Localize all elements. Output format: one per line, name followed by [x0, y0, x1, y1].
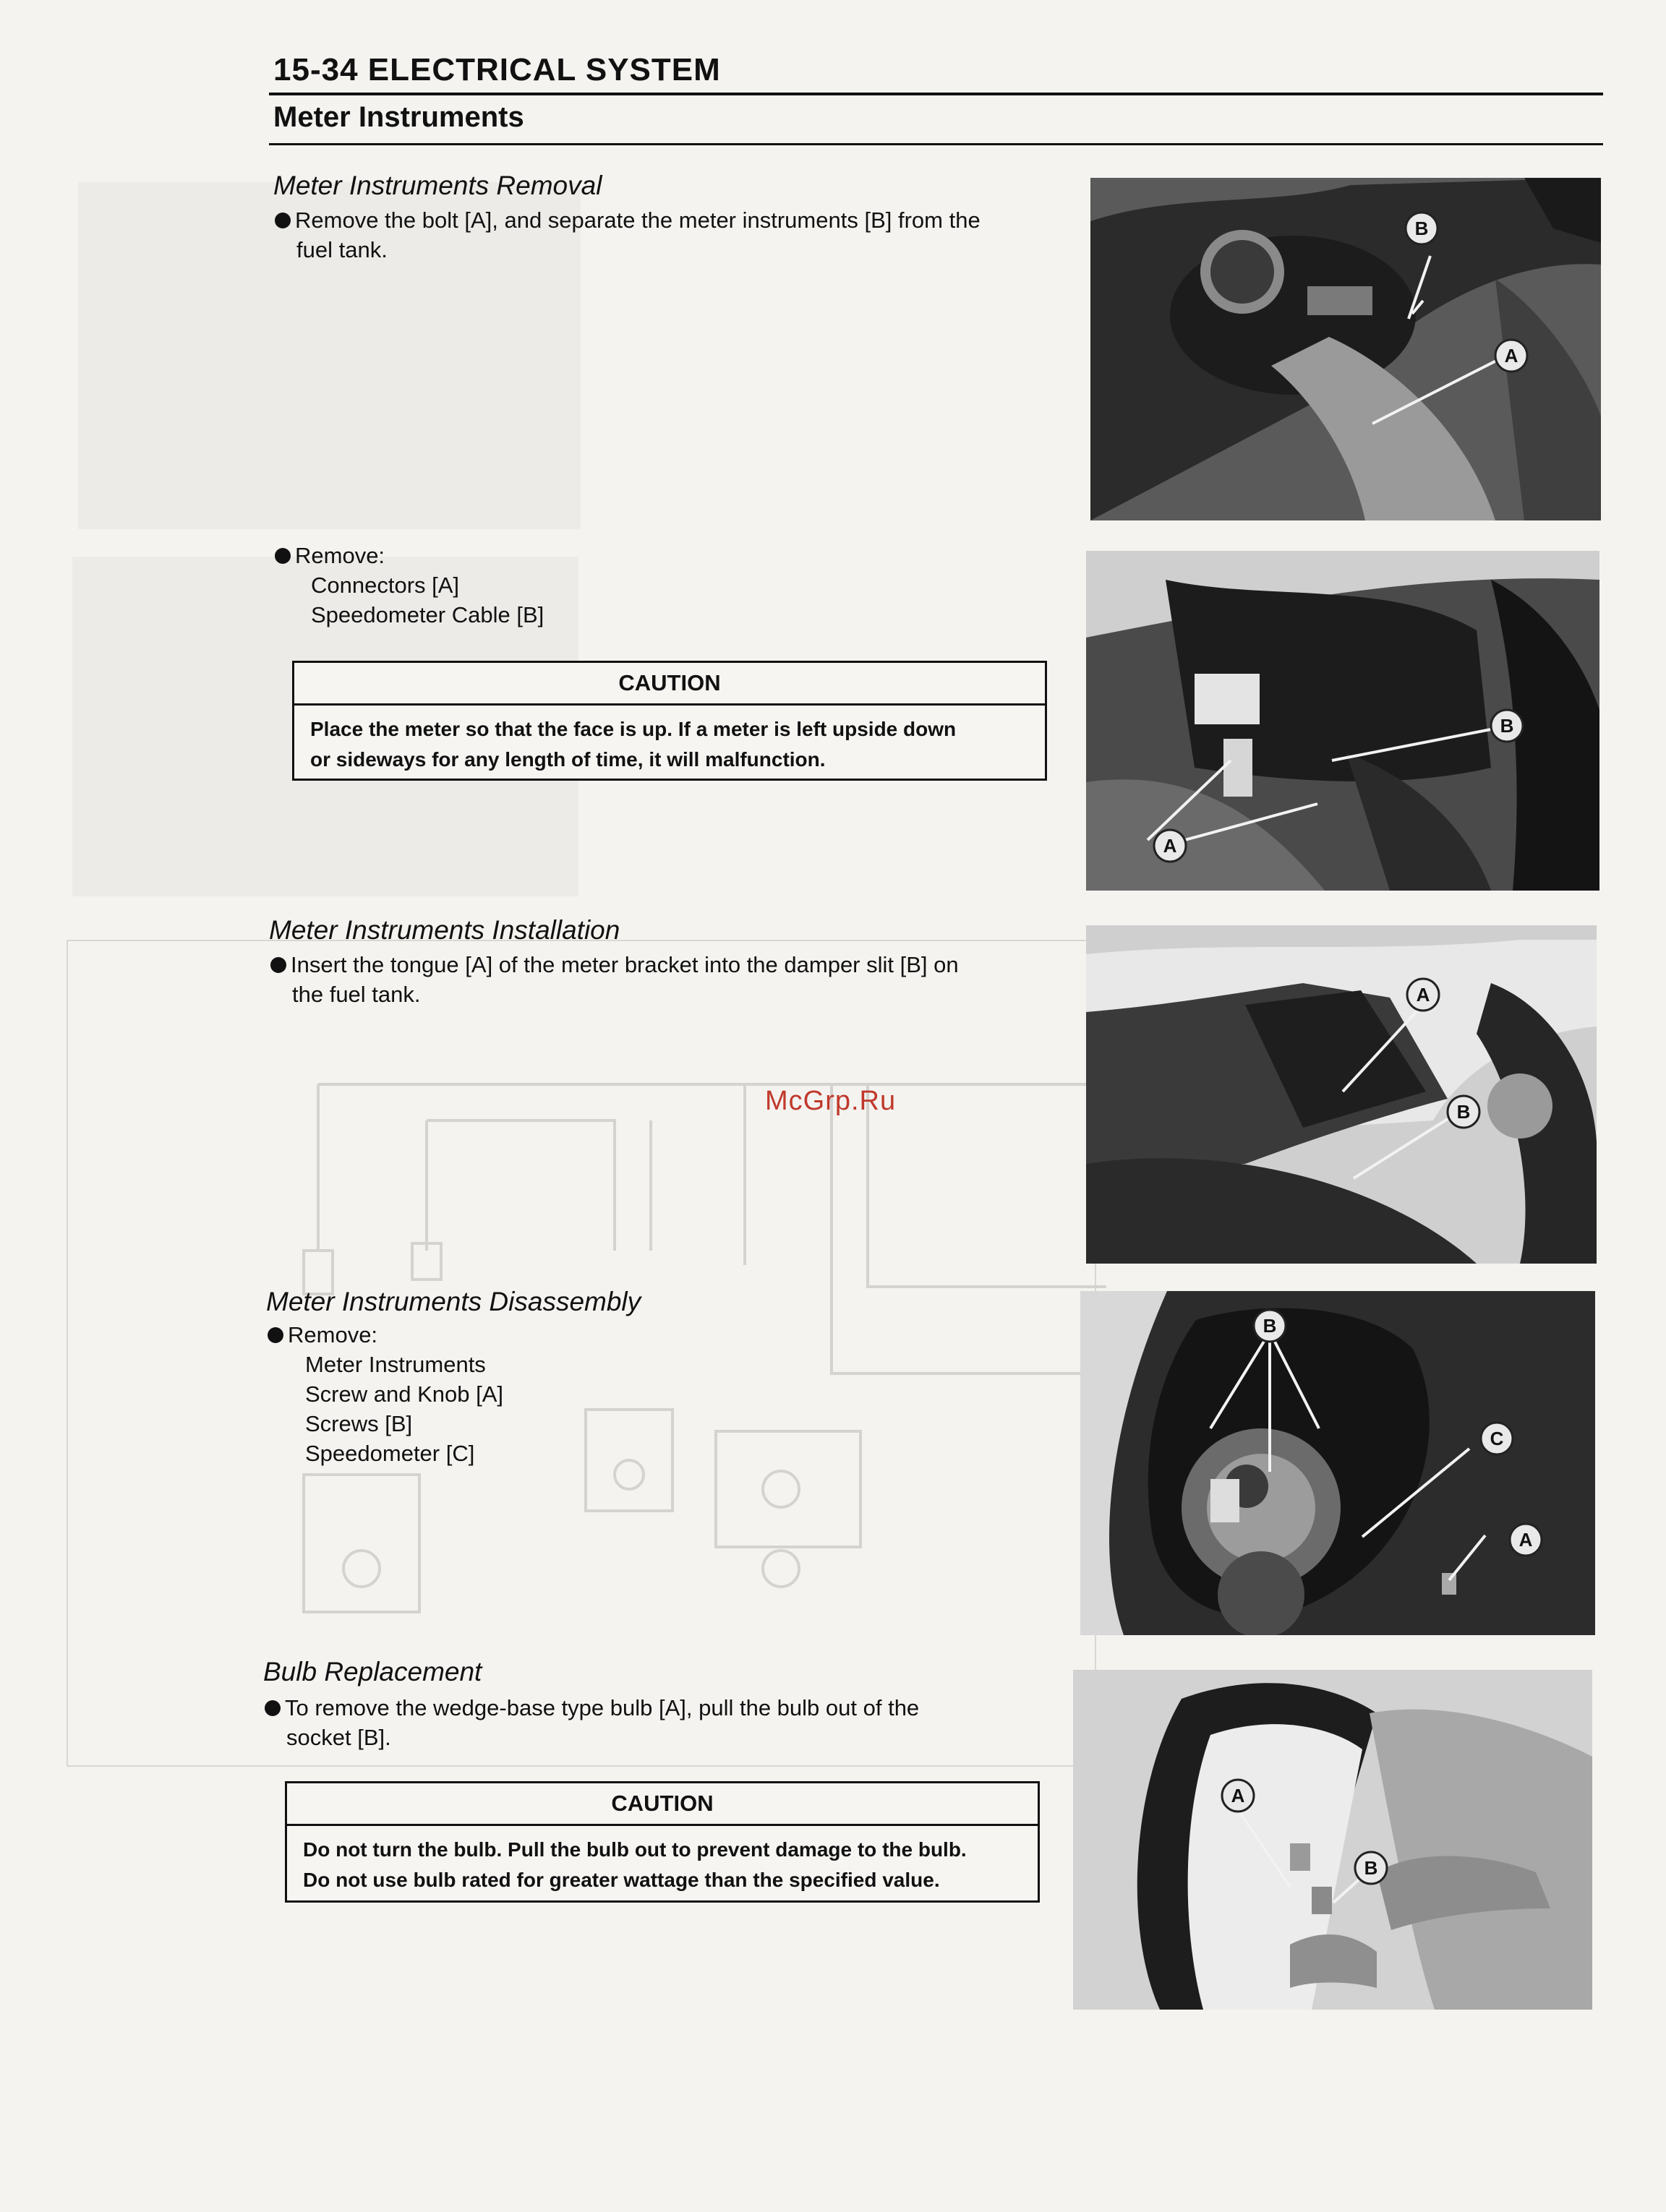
callout-b-label: B: [1414, 218, 1429, 239]
list-item: Speedometer Cable [B]: [311, 602, 544, 627]
bulb-heading: Bulb Replacement: [263, 1657, 482, 1686]
disassembly-heading: Meter Instruments Disassembly: [266, 1287, 641, 1316]
callout-b-label: B: [1500, 715, 1514, 737]
callout-a-label: A: [1231, 1785, 1245, 1806]
bullet-icon: [275, 548, 291, 564]
removal-heading: Meter Instruments Removal: [273, 171, 602, 200]
photo-bulb-replacement: [1073, 1670, 1592, 2010]
removal-step-1: Remove the bolt [A], and separate the meter instruments [B] from the fuel tank.: [275, 205, 981, 265]
caution-title: CAUTION: [287, 1783, 1038, 1826]
list-item: Screw and Knob [A]: [305, 1381, 503, 1407]
photo-meter-on-tank: [1090, 178, 1601, 520]
bulb-step: To remove the wedge-base type bulb [A], pull the bulb out of the socket [B].: [265, 1693, 919, 1752]
bullet-icon: [270, 957, 286, 973]
bullet-icon: [265, 1700, 281, 1716]
installation-step: Insert the tongue [A] of the meter bracket into the damper slit [B] on the fuel tank.: [270, 950, 959, 1009]
callout-a-label: A: [1163, 835, 1177, 857]
photo-meter-disassembly: [1080, 1291, 1595, 1635]
disassembly-step: Remove: Meter Instruments Screw and Knob [A] Screws [B] Speedometer [C]: [268, 1320, 503, 1468]
header-rule: [269, 93, 1603, 95]
list-item: Meter Instruments: [305, 1352, 486, 1377]
callout-a-label: A: [1518, 1529, 1533, 1551]
list-item: Connectors [A]: [311, 573, 460, 598]
bullet-icon: [268, 1327, 283, 1343]
caution-box-meter: CAUTION Place the meter so that the face is up. If a meter is left upside down or sideways for any length of time, it will malfunction.: [292, 661, 1047, 781]
caution-box-bulb: CAUTION Do not turn the bulb. Pull the bulb out to prevent damage to the bulb. Do not use bulb rated for greater wattage than the specified value.: [285, 1781, 1040, 1903]
removal-step-2: Remove: Connectors [A] Speedometer Cable [B]: [275, 541, 544, 630]
section-title: Meter Instruments: [273, 101, 524, 133]
photo-bracket-damper: [1086, 925, 1597, 1264]
photo-connectors-cable: [1086, 551, 1599, 891]
callout-a-label: A: [1416, 984, 1430, 1006]
list-item: Speedometer [C]: [305, 1441, 475, 1466]
caution-title: CAUTION: [294, 663, 1045, 706]
page-title: 15-34 ELECTRICAL SYSTEM: [273, 52, 721, 87]
callout-b-label: B: [1456, 1101, 1471, 1123]
callout-b-label: B: [1263, 1315, 1277, 1337]
installation-heading: Meter Instruments Installation: [269, 915, 620, 945]
callout-a-label: A: [1504, 345, 1518, 366]
callout-c-label: C: [1490, 1428, 1504, 1449]
watermark-text: McGrp.Ru: [765, 1086, 897, 1116]
bullet-icon: [275, 213, 291, 228]
list-item: Screws [B]: [305, 1411, 413, 1436]
callout-b-label: B: [1364, 1857, 1378, 1879]
section-rule: [269, 143, 1603, 145]
